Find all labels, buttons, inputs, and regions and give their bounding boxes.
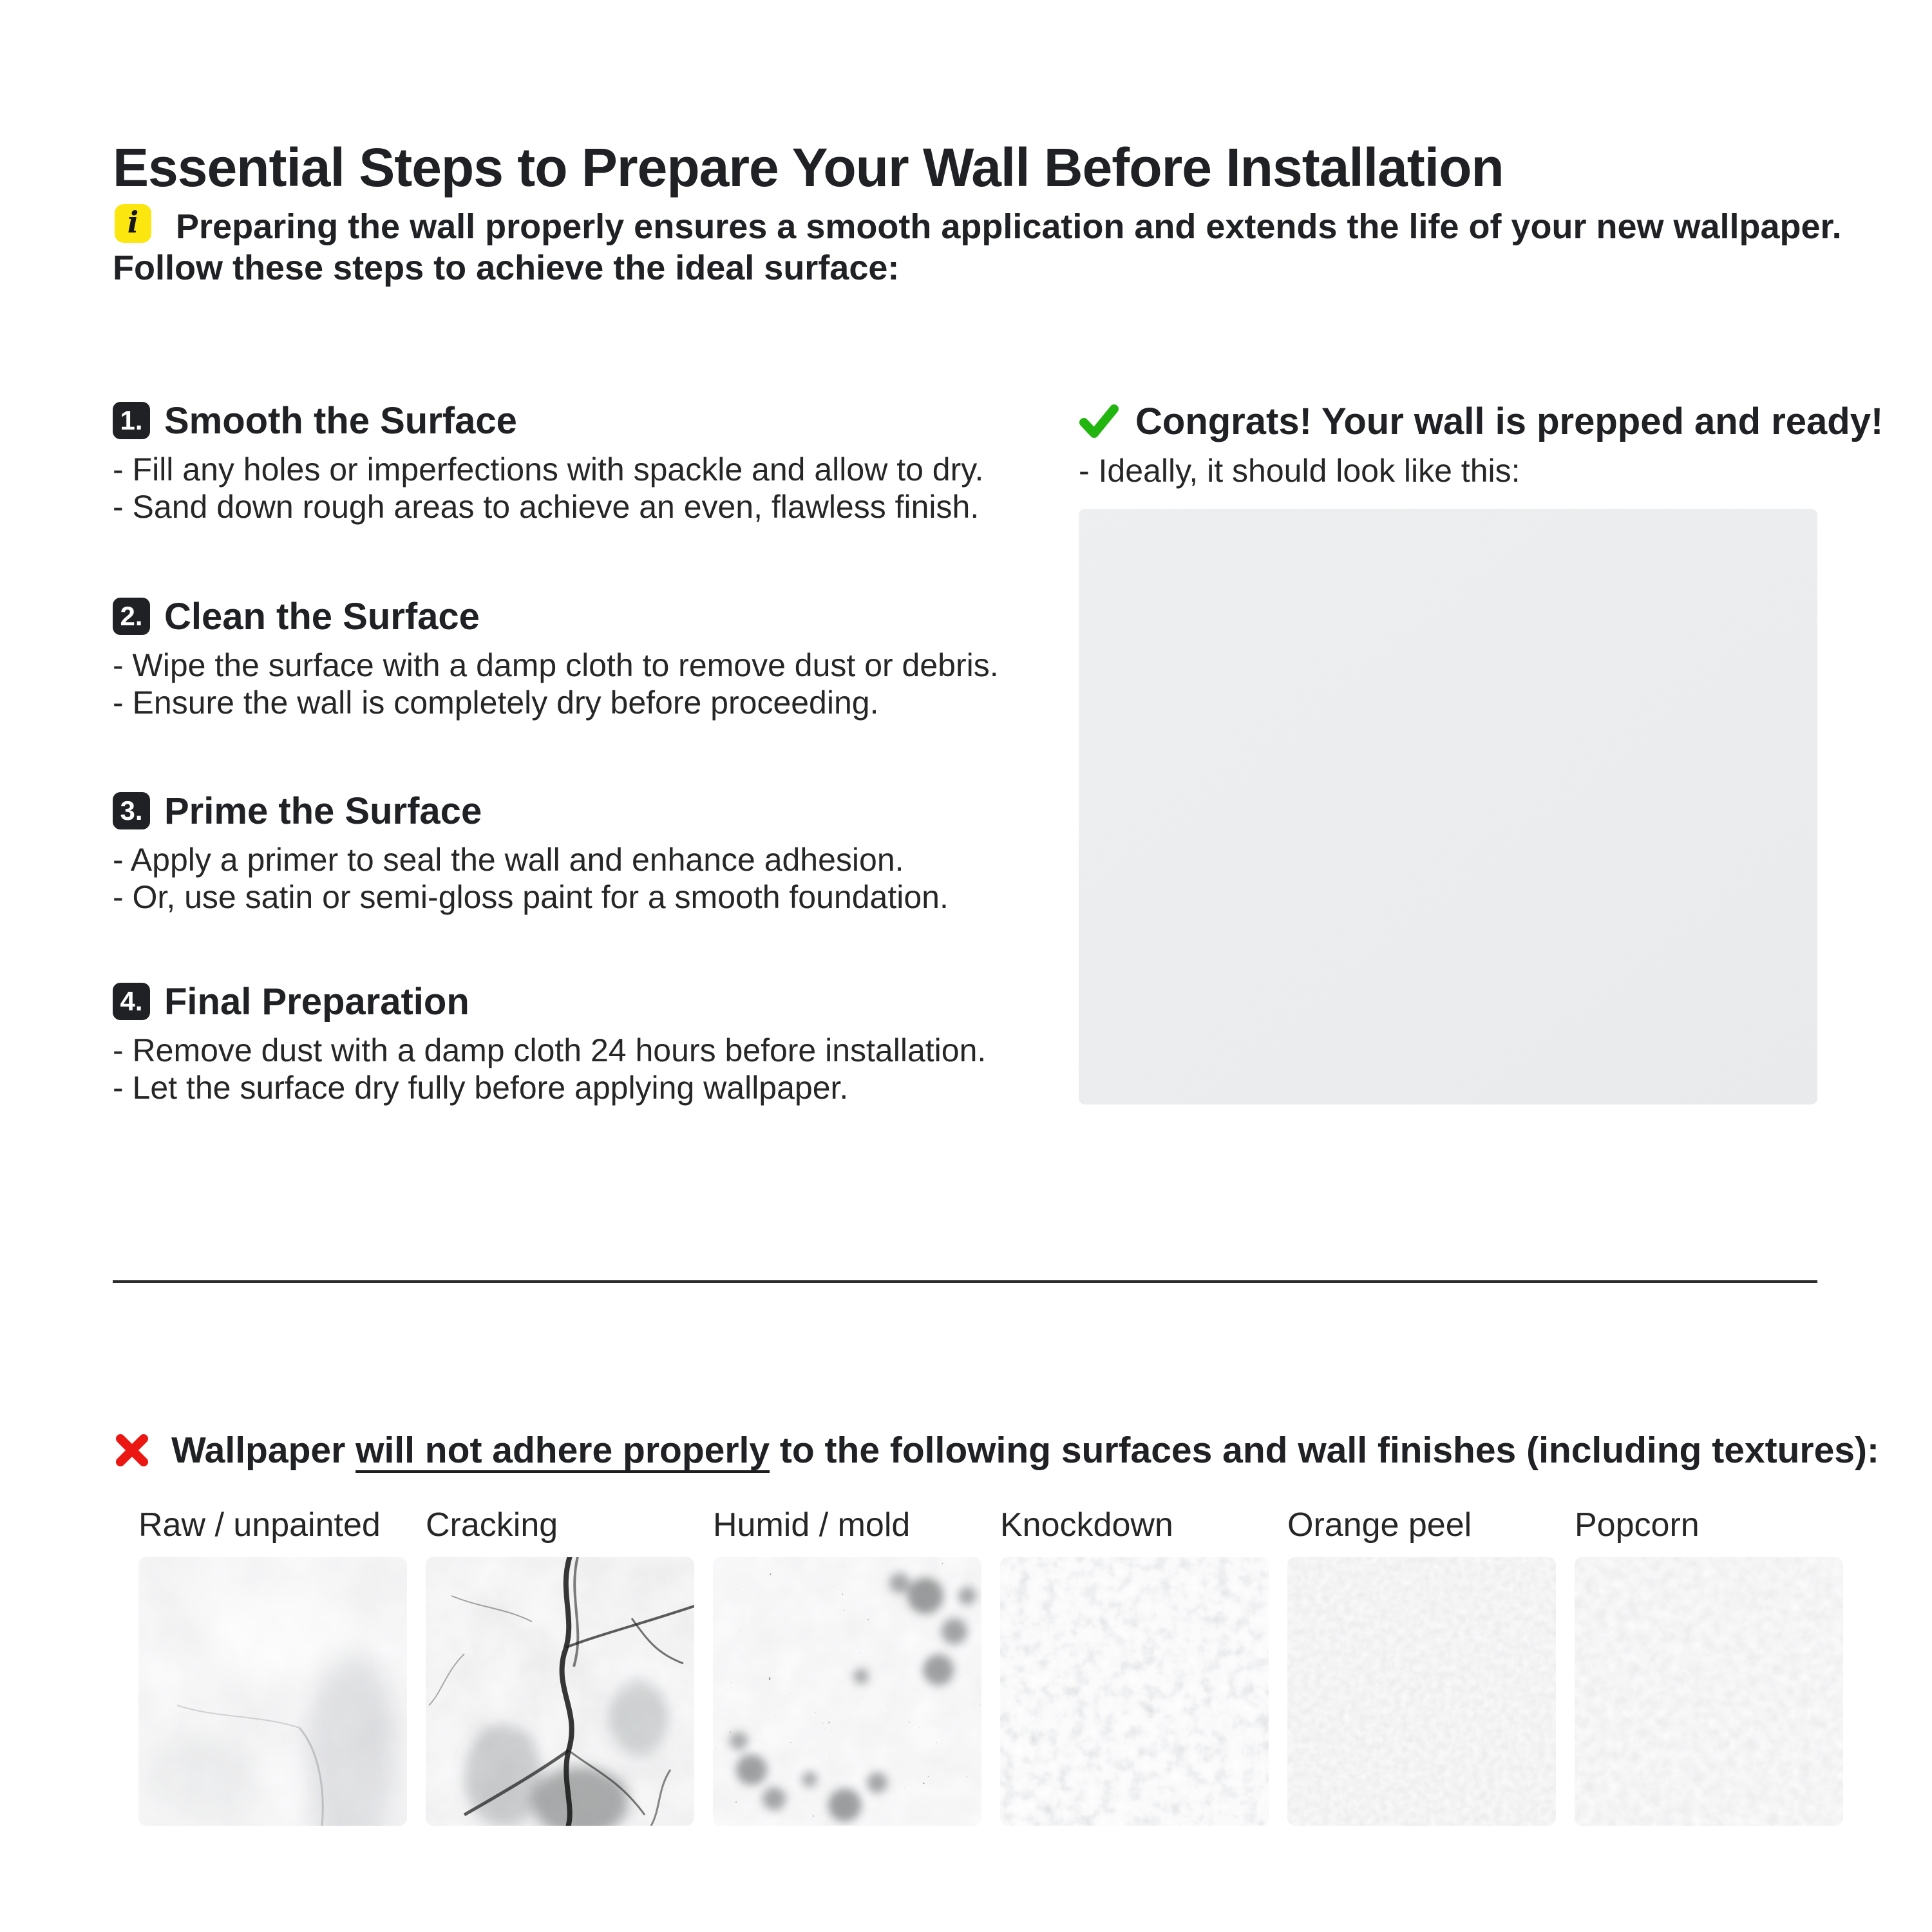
warning-text-underlined: will not adhere properly [355,1430,770,1471]
step-4-title: Final Preparation [164,980,469,1023]
step-2-bullets [113,647,999,721]
surface-tile-orange-peel [1287,1506,1556,1826]
surface-label: Humid / mold [713,1506,911,1544]
surface-tile-humid-mold [713,1506,981,1826]
intro-paragraph [113,206,1852,289]
surface-texture-image [426,1557,694,1826]
warning-text-after: to the following surfaces and wall finishes (including textures): [770,1430,1879,1471]
bullet-line: - Ensure the wall is completely dry before proceeding. [113,685,879,721]
step-4-heading [113,980,469,1023]
step-1-heading [113,399,517,442]
info-icon-glyph: i [127,205,139,240]
warning-heading [113,1428,1879,1472]
bullet-line: - Sand down rough areas to achieve an even, flawless finish. [113,489,980,525]
surface-label: Cracking [426,1506,558,1544]
surface-label: Raw / unpainted [138,1506,381,1544]
surface-tile-raw-unpainted [138,1506,407,1826]
step-3-badge: 3. [113,792,150,829]
step-3-title: Prime the Surface [164,790,482,832]
intro-line-2: Follow these steps to achieve the ideal surface: [113,249,900,287]
step-1-badge: 1. [113,402,150,439]
step-1-bullets [113,451,983,526]
surface-label: Popcorn [1575,1506,1700,1544]
bullet-line: - Apply a primer to seal the wall and enhance adhesion. [113,842,904,878]
success-subtitle: - Ideally, it should look like this: [1079,453,1520,489]
surface-texture-image [713,1557,981,1826]
bullet-line: - Let the surface dry fully before applying wallpaper. [113,1070,849,1106]
surface-tile-knockdown [1000,1506,1269,1826]
section-divider [113,1280,1817,1283]
surface-texture-image [1000,1557,1269,1826]
page-title: Essential Steps to Prepare Your Wall Before Installation [113,137,1504,198]
bullet-line: - Remove dust with a damp cloth 24 hours before installation. [113,1032,987,1068]
x-icon [113,1432,151,1469]
step-4-badge: 4. [113,983,150,1020]
success-title: Congrats! Your wall is prepped and ready! [1135,400,1884,442]
step-2-title: Clean the Surface [164,595,480,638]
warning-text [171,1429,1879,1472]
step-2-badge: 2. [113,598,150,635]
warning-text-before: Wallpaper [171,1430,356,1471]
surface-texture-image [1575,1557,1843,1826]
step-4-bullets [113,1032,986,1106]
surface-tile-cracking [426,1506,694,1826]
bullet-line: - Wipe the surface with a damp cloth to remove dust or debris. [113,647,999,683]
surface-tile-popcorn [1575,1506,1843,1826]
step-3-bullets [113,841,949,916]
step-3-heading [113,790,482,832]
check-icon [1079,403,1119,439]
intro-line-1: Preparing the wall properly ensures a smooth application and extends the life of your new wallpaper. [176,207,1842,246]
surface-texture-image [1287,1557,1556,1826]
smooth-wall-texture [1079,509,1817,1104]
surface-label: Knockdown [1000,1506,1173,1544]
surface-texture-image [138,1557,407,1826]
step-1-title: Smooth the Surface [164,399,517,442]
bullet-line: - Fill any holes or imperfections with spackle and allow to dry. [113,451,984,488]
smooth-wall-image [1079,509,1817,1104]
success-heading [1079,401,1883,442]
surface-label: Orange peel [1287,1506,1472,1544]
bullet-line: - Or, use satin or semi-gloss paint for a smooth foundation. [113,879,949,915]
step-2-heading [113,595,480,638]
